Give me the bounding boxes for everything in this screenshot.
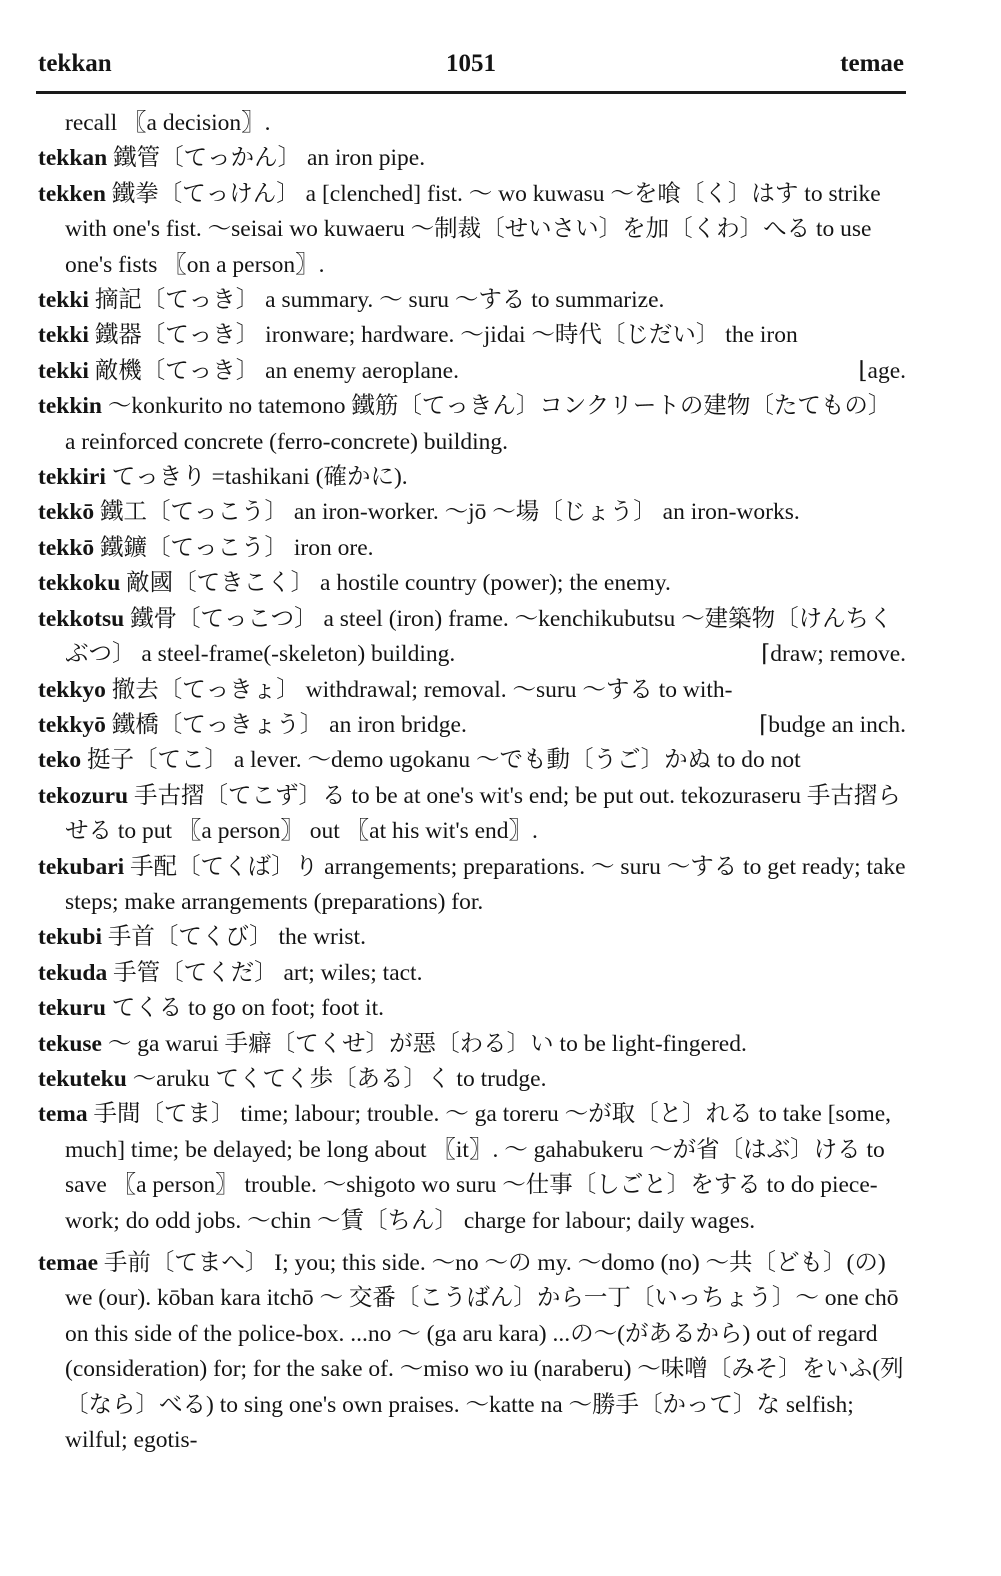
definition: 挺子〔てこ〕 a lever. ～demo ugokanu ～でも動〔うご〕かぬ to do not [86, 747, 801, 774]
dictionary-entry [38, 354, 906, 389]
dictionary-entry [38, 177, 906, 283]
header-right-guide-word: temae [840, 50, 904, 77]
definition: てくる to go on foot; foot it. [111, 995, 384, 1022]
runover-text: ⌈draw; remove. [761, 641, 906, 668]
dictionary-entry [38, 779, 906, 850]
definition: 鐵拳〔てっけん〕 a [clenched] fist. ～ wo kuwasu ～を喰〔く〕はす to strike with one's fist. ～seisai wo kuwaeru ～制裁〔せいさい〕を加〔くわ〕へる to use one's fists 〖on a person〗. [65, 180, 881, 278]
page-number: 1051 [446, 50, 496, 77]
header-left-guide-word: tekkan [38, 50, 112, 77]
headword: tekuda [38, 959, 108, 986]
headword: tekkiri [38, 464, 106, 491]
dictionary-entry [38, 673, 906, 708]
headword: tekkyo [38, 676, 106, 703]
headword: tekki [38, 357, 89, 384]
definition: 鐵器〔てっき〕 ironware; hardware. ～jidai ～時代〔じだい〕 the iron [94, 322, 798, 349]
definition: 手古摺〔てこず〕る to be at one's wit's end; be put out. tekozuraseru 手古摺らせる to put 〖a person〗 out 〖at his wit's end〗. [65, 782, 901, 845]
headword: tekuteku [38, 1065, 127, 1092]
headword: tekubi [38, 924, 102, 951]
definition: 手配〔てくば〕り arrangements; preparations. ～ suru ～する to get ready; take steps; make arrangements (preparations) for. [65, 853, 906, 915]
definition: 摘記〔てっき〕 a summary. ～ suru ～する to summarize. [94, 287, 665, 314]
headword: tekkoku [38, 570, 121, 597]
headword: tekkō [38, 534, 95, 561]
headword: tekkō [38, 499, 95, 526]
headword: tekubari [38, 853, 125, 880]
definition: 鐵工〔てっこう〕 an iron-worker. ～jō ～場〔じょう〕 an iron-works. [100, 499, 800, 526]
dictionary-entry [38, 1027, 906, 1062]
headword: tema [38, 1101, 88, 1128]
definition: てっきり =tashikani (確かに). [111, 464, 408, 491]
definition: ～konkurito no tatemono 鐵筋〔てっきん〕コンクリートの建物〔たてもの〕 a reinforced concrete (ferro-concrete) building. [65, 393, 892, 455]
definition: 鐵管〔てっかん〕 an iron pipe. [113, 145, 426, 172]
dictionary-entry [38, 1246, 906, 1458]
dictionary-entry [38, 850, 906, 921]
dictionary-entry [38, 1062, 906, 1097]
dictionary-entry [38, 991, 906, 1026]
definition: ～ ga warui 手癖〔てくせ〕が惡〔わる〕い to be light-fingered. [107, 1030, 747, 1057]
dictionary-entry [38, 495, 906, 530]
headword: tekkotsu [38, 605, 125, 632]
definition: 鐵鑛〔てっこう〕 iron ore. [100, 534, 374, 561]
dictionary-entry [38, 389, 906, 460]
dictionary-entry [38, 743, 906, 778]
headword: tekkan [38, 145, 108, 172]
definition: 手管〔てくだ〕 art; wiles; tact. [113, 959, 423, 986]
dictionary-entry [38, 318, 906, 353]
headword: tekkyō [38, 711, 106, 738]
dictionary-entries [38, 106, 906, 1458]
definition: 敵國〔てきこく〕 a hostile country (power); the enemy. [126, 570, 671, 597]
dictionary-entry [38, 283, 906, 318]
dictionary-entry [38, 141, 906, 176]
dictionary-entry [38, 956, 906, 991]
dictionary-entry [38, 708, 906, 743]
definition: 撤去〔てっきょ〕 withdrawal; removal. ～suru ～する to with- [111, 676, 733, 703]
headword: tekozuru [38, 782, 129, 809]
definition: 鐵骨〔てっこつ〕 a steel (iron) frame. ～kenchikubutsu ～建築物〔けんちくぶつ〕 a steel-frame(-skeleton) building. [65, 605, 893, 668]
headword: tekken [38, 180, 106, 207]
headword: temae [38, 1250, 99, 1276]
runover-text: ⌈budge an inch. [759, 711, 906, 738]
definition: 鐵橋〔てっきょう〕 an iron bridge. [111, 711, 467, 738]
definition: 手前〔てまへ〕 I; you; this side. ～no ～の my. ～domo (no) ～共〔ども〕(の) we (our). kōban kara itchō ～ 交番〔こうばん〕から一丁〔いっちょう〕～ one chō on this side of the police-box. ...no ～ (ga aru kara) ...の～(があるから) out of regard (consideration) for; for the sake of. ～miso wo iu (naraberu) ～味噌〔みそ〕をいふ(列〔なら〕べる) to sing one's own praises. ～katte na ～勝手〔かって〕な selfish; wilful; egotis- [65, 1250, 904, 1454]
dictionary-entry [38, 566, 906, 601]
runover-text: ⌊age. [858, 357, 906, 384]
headword: teko [38, 747, 82, 774]
dictionary-entry [38, 531, 906, 566]
headword: tekkin [38, 393, 102, 420]
headword: tekuse [38, 1030, 102, 1057]
definition: 敵機〔てっき〕 an enemy aeroplane. [94, 357, 459, 384]
definition: 手首〔てくび〕 the wrist. [107, 924, 366, 951]
page-header [38, 50, 904, 86]
definition: 手間〔てま〕 time; labour; trouble. ～ ga toreru ～が取〔と〕れる to take [some, much] time; be delayed; be long about 〖it〗. ～ gahabukeru ～が省〔はぶ〕ける to save 〖a person〗 trouble. ～shigoto wo suru ～仕事〔しごと〕をする to do piece-work; do odd jobs. ～chin ～賃〔ちん〕 charge for labour; daily wages. [65, 1101, 892, 1234]
definition: ～aruku てくてく歩〔ある〕く to trudge. [132, 1065, 547, 1092]
headword: tekki [38, 322, 89, 349]
dictionary-entry [38, 920, 906, 955]
headword: tekuru [38, 995, 106, 1022]
dictionary-entry [38, 1097, 906, 1239]
dictionary-entry [38, 460, 906, 495]
dictionary-entry [38, 602, 906, 673]
header-rule [36, 91, 906, 94]
entry-continuation: recall 〖a decision〗. [65, 110, 271, 136]
headword: tekki [38, 287, 89, 314]
